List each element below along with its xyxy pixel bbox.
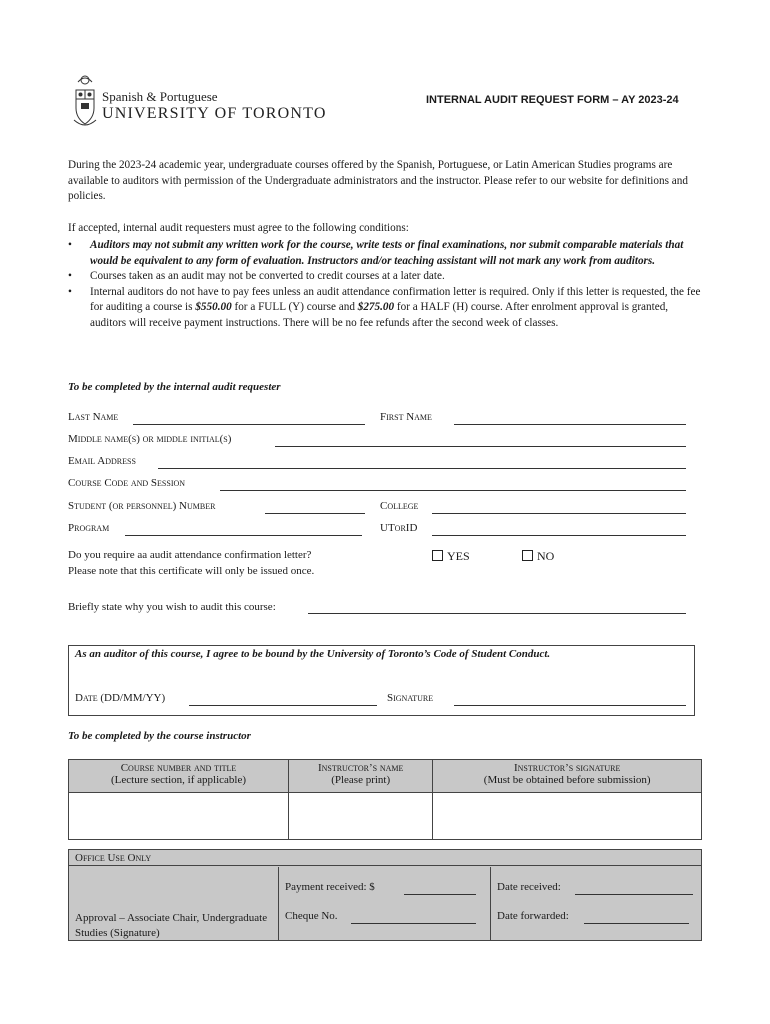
condition-text: Internal auditors do not have to pay fees unless an audit attendance confirmation letter is required. Only if this letter is requested, the fee for auditing a course is [90, 285, 701, 314]
table-header-row [69, 760, 702, 793]
dates-cell [491, 867, 701, 941]
no-label: NO [537, 549, 555, 563]
date-field[interactable] [189, 705, 377, 706]
program-field[interactable] [125, 535, 362, 536]
bullet-icon: • [68, 285, 72, 298]
reason-label: Briefly state why you wish to audit this course: [68, 601, 276, 613]
bullet-icon: • [68, 270, 72, 283]
no-checkbox[interactable] [522, 550, 533, 561]
utorid-field[interactable] [432, 535, 686, 536]
last-name-field[interactable] [133, 424, 365, 425]
yes-checkbox[interactable] [432, 550, 443, 561]
condition-text: for a HALF (H) course. After enrolment approval is granted, auditors will receive payment instructions. There will be no fee refunds after the second week of classes. [90, 301, 669, 329]
payment-received-label: Payment received: $ [285, 881, 375, 893]
date-received-field[interactable] [575, 894, 693, 895]
middle-name-label: Middle name(s) or middle initial(s) [68, 433, 232, 445]
instructor-table [68, 759, 702, 840]
university-logo [72, 72, 332, 136]
first-name-label: First Name [380, 411, 432, 423]
bullet-icon: • [68, 239, 72, 251]
date-label: Date (DD/MM/YY) [75, 692, 166, 704]
cheque-no-label: Cheque No. [285, 910, 338, 922]
program-label: Program [68, 522, 110, 534]
course-code-label: Course Code and Session [68, 477, 186, 489]
date-forwarded-label: Date forwarded: [497, 910, 569, 922]
yes-label: YES [447, 549, 470, 563]
intro-paragraph: During the 2023-24 academic year, undergraduate courses offered by the Spanish, Portuguese, or Latin American Studies programs are available to auditors with permission of the Undergraduate administrators and the instructor. Please refer to our website for definitions and policies. [68, 159, 688, 203]
letter-question: Do you require aa audit attendance confirmation letter? [68, 549, 312, 561]
payment-received-field[interactable] [404, 894, 476, 895]
student-number-field[interactable] [265, 513, 365, 514]
course-number-cell[interactable] [69, 793, 289, 840]
condition-item [68, 238, 702, 269]
column-header: Course number and title (Lecture section, if applicable) [69, 760, 289, 793]
cheque-no-field[interactable] [351, 923, 476, 924]
date-received-label: Date received: [497, 881, 561, 893]
date-forwarded-field[interactable] [584, 923, 689, 924]
letter-note: Please note that this certificate will only be issued once. [68, 565, 315, 577]
condition-item [68, 285, 702, 332]
university-name: UNIVERSITY OF TORONTO [102, 105, 327, 122]
condition-text: for a FULL (Y) course and [231, 301, 358, 314]
department-name: Spanish & Portuguese [102, 89, 218, 104]
condition-text: Auditors may not submit any written work for the course, write tests or final examinations, nor submit comparable materials that would be equivalent to any form of evaluation. Instructors and/or teaching assistant will not mark any work from auditors. [90, 239, 684, 267]
conditions-intro: If accepted, internal audit requesters must agree to the following conditions: [68, 222, 409, 234]
condition-text: Courses taken as an audit may not be converted to credit courses at a later date. [90, 270, 445, 283]
payment-cell [279, 867, 491, 941]
signature-field[interactable] [454, 705, 686, 706]
conditions-list [68, 238, 702, 332]
university-crest-icon [72, 72, 98, 132]
fee-half: $275.00 [357, 301, 395, 314]
email-field[interactable] [158, 468, 686, 469]
table-row [69, 793, 702, 840]
office-use-box [68, 849, 702, 941]
requester-heading: To be completed by the internal audit requester [68, 381, 281, 393]
college-field[interactable] [432, 513, 686, 514]
instructor-signature-cell[interactable] [433, 793, 702, 840]
course-code-field[interactable] [220, 490, 686, 491]
office-use-heading: Office Use Only [69, 850, 701, 866]
signature-label: Signature [387, 692, 434, 704]
student-number-label: Student (or personnel) Number [68, 500, 216, 512]
column-header: Instructor’s name (Please print) [289, 760, 433, 793]
utorid-label: UTorID [380, 522, 418, 534]
condition-item [68, 269, 702, 285]
first-name-field[interactable] [454, 424, 686, 425]
college-label: College [380, 500, 419, 512]
middle-name-field[interactable] [275, 446, 686, 447]
form-title: INTERNAL AUDIT REQUEST FORM – AY 2023-24 [426, 94, 679, 106]
email-label: Email Address [68, 455, 136, 467]
approval-cell[interactable] [69, 867, 279, 941]
agreement-statement: As an auditor of this course, I agree to be bound by the University of Toronto’s Code of Student Conduct. [75, 648, 551, 660]
reason-field[interactable] [308, 613, 686, 614]
instructor-name-cell[interactable] [289, 793, 433, 840]
instructor-heading: To be completed by the course instructor [68, 730, 251, 742]
column-header: Instructor’s signature (Must be obtained before submission) [433, 760, 702, 793]
fee-full: $550.00 [195, 301, 232, 314]
last-name-label: Last Name [68, 411, 119, 423]
approval-label: Approval – Associate Chair, Undergraduate Studies (Signature) [75, 912, 268, 939]
